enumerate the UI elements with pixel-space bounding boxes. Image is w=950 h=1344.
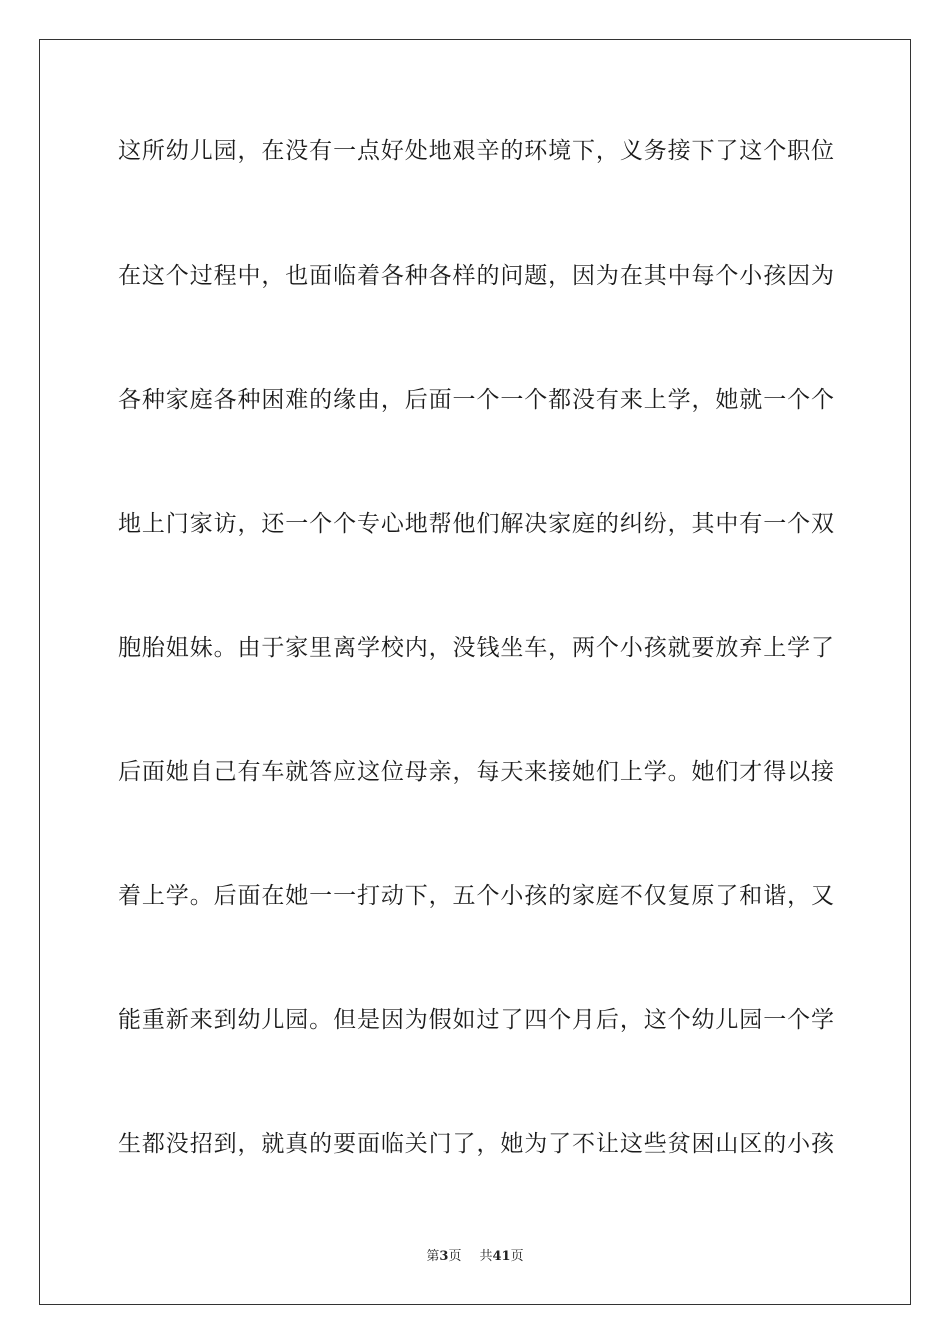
text-line-4: 地上门家访，还一个个专心地帮他们解决家庭的纠纷，其中有一个双: [118, 511, 834, 537]
text-line-1: 这所幼儿园，在没有一点好处地艰辛的环境下，义务接下了这个职位: [118, 138, 834, 164]
text-line-6: 后面她自己有车就答应这位母亲，每天来接她们上学。她们才得以接: [118, 759, 834, 785]
page-footer: [0, 1248, 950, 1266]
text-line-8: 能重新来到幼儿园。但是因为假如过了四个月后，这个幼儿园一个学: [118, 1007, 834, 1033]
page-number: 第3页: [426, 1249, 462, 1264]
page-total: 共41页: [479, 1249, 524, 1264]
page-border: [39, 39, 911, 1305]
text-line-3: 各种家庭各种困难的缘由，后面一个一个都没有来上学，她就一个个: [118, 387, 834, 413]
text-line-2: 在这个过程中，也面临着各种各样的问题，因为在其中每个小孩因为: [118, 263, 834, 289]
text-line-7: 着上学。后面在她一一打动下，五个小孩的家庭不仅复原了和谐，又: [118, 883, 834, 909]
text-line-9: 生都没招到，就真的要面临关门了，她为了不让这些贫困山区的小孩: [118, 1131, 834, 1157]
text-line-5: 胞胎姐妹。由于家里离学校内，没钱坐车，两个小孩就要放弃上学了: [118, 635, 834, 661]
